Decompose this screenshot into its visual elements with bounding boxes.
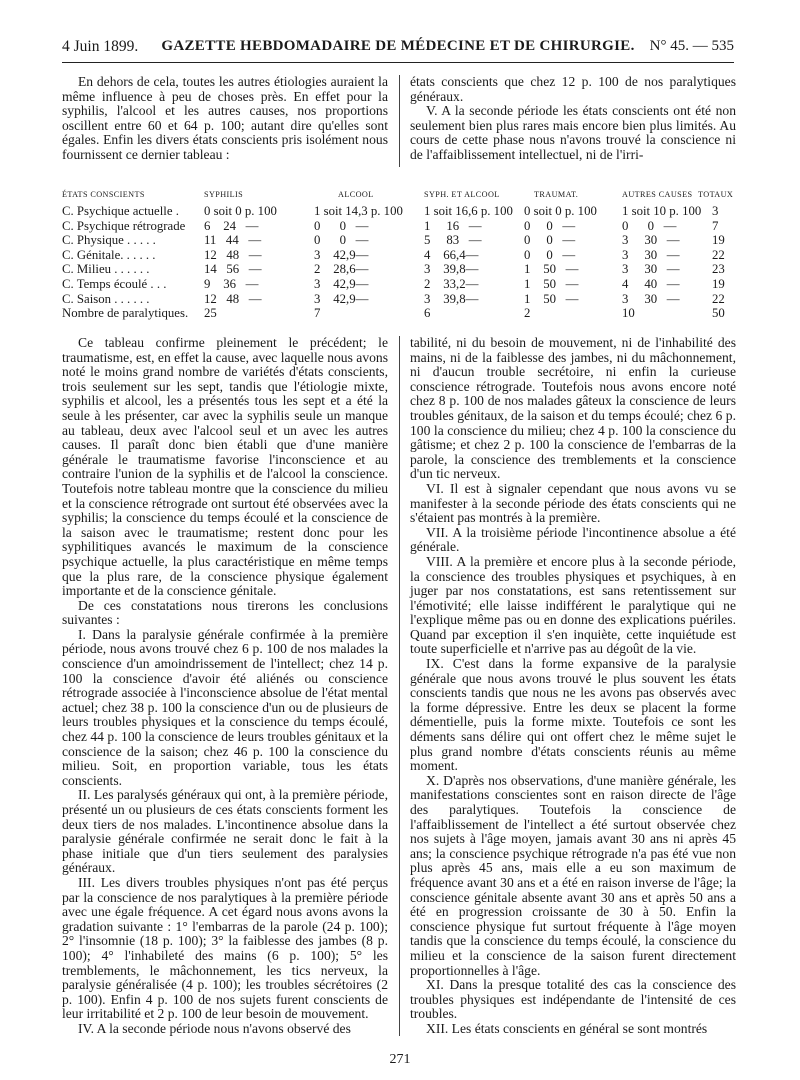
table-header-autres: AUTRES CAUSES	[622, 190, 693, 199]
table-header-syph-alcool: SYPH. ET ALCOOL	[424, 190, 500, 199]
table-cell-totaux: 50	[712, 306, 725, 321]
table-cell-traumat: 1 50 —	[524, 277, 579, 291]
table-row	[62, 204, 742, 218]
table-cell-totaux: 22	[712, 247, 725, 262]
table-cell-label: Nombre de paralytiques.	[62, 306, 189, 321]
table-cell-syph-alcool: 3 39,8—	[424, 291, 479, 306]
table-cell-traumat: 0 0 —	[524, 218, 576, 233]
left-paragraph: De ces constatations nous tirerons les conclusions suivantes :	[62, 597, 388, 628]
table-cell-autres: 3 30 —	[622, 233, 680, 248]
table-cell-autres: 3 30 —	[622, 262, 680, 277]
journal-title: GAZETTE HEBDOMADAIRE DE MÉDECINE ET DE CHIRURGIE.	[161, 38, 635, 54]
table-row	[62, 277, 742, 291]
table-cell-alcool: 3 42,9—	[314, 277, 369, 291]
table-cell-syphilis: 25	[204, 306, 217, 321]
table-cell-alcool: 0 0 —	[314, 218, 369, 233]
table-cell-alcool: 0 0 —	[314, 233, 369, 248]
table-cell-alcool: 2 28,6—	[314, 262, 369, 277]
table-cell-syphilis: 12 48 —	[204, 247, 262, 262]
intro-left-paragraph: En dehors de cela, toutes les autres étiologies auraient la même influence à peu de choses près. En effet pour la syphilis, l'alcool et les autres causes, nos proportions oscillent entre 60 et 64 p. 100; autant dire qu'elles sont égales. Enfin les divers états conscients pris isolément nous fournissent ce dernier tableau :	[62, 74, 388, 162]
table-cell-totaux: 23	[712, 262, 725, 277]
right-paragraph: VI. Il est à signaler cependant que nous avons vu se manifester à la seconde période des états conscients qui ne s'étaient pas montrés à la première.	[410, 480, 736, 526]
table-row	[62, 262, 742, 276]
column-divider-main	[399, 336, 400, 1036]
table-cell-syph-alcool: 1 soit 16,6 p. 100	[424, 204, 513, 218]
table-cell-label: C. Psychique actuelle .	[62, 204, 179, 218]
right-column	[410, 336, 736, 1037]
right-paragraph: VIII. A la première et encore plus à la seconde période, la conscience des troubles physiques et psychiques, à en juger par nos constatations, est sans retentissement sur l'émotivité; elle laisse indifférent le paralytique qui ne l'explique même pas ou en donne des explications puériles. Quand par exception il s'en inquiète, cette inquiétude est toute superficielle et n'arrive pas au dégoût de la vie.	[410, 553, 736, 657]
table-cell-traumat: 0 0 —	[524, 247, 576, 262]
table-header-traumat: TRAUMAT.	[534, 190, 579, 199]
table-row	[62, 306, 742, 320]
table-cell-traumat: 2	[524, 306, 531, 321]
intro-right-paragraph-2: V. A la seconde période les états conscients ont été non seulement bien plus rares mais encore bien plus limités. Au cours de cette phase nous n'avons trouvé la conscience ni de l'affaiblissement intellectuel, ni de l'irri-	[410, 103, 736, 162]
table-cell-autres: 1 soit 10 p. 100	[622, 204, 702, 218]
right-paragraph: XII. Les états conscients en général se sont montrés	[426, 1020, 708, 1036]
left-paragraph: III. Les divers troubles physiques n'ont pas été perçus par la conscience de nos paralytiques à la première période avec une égale fréquence. A cet égard nous avons avons la gradation suivante : 1° l'embarras de la parole (24 p. 100); 2° l'insomnie (18 p. 100); 3° la faiblesse des jambes (8 p. 100); 4° l'inhabileté des mains (6 p. 100); 5° les tremblements, le mâchonnement, les tics nerveux, la paralysie généralisée (4 p. 100); les troubles sécrétoires (2 p. 100). Enfin 4 p. 100 de nos sujets furent conscients de leur irritabilité et 2 p. 100 de leur besoin de mouvement.	[62, 874, 388, 1022]
table-cell-syphilis: 9 36 —	[204, 277, 259, 291]
table-cell-totaux: 22	[712, 291, 725, 306]
page-folio: 271	[389, 1052, 411, 1067]
table-cell-label: C. Génitale. . . . . .	[62, 247, 156, 262]
table-cell-autres: 3 30 —	[622, 291, 680, 306]
table-cell-alcool: 7	[314, 306, 321, 321]
table-cell-syphilis: 14 56 —	[204, 262, 262, 277]
left-paragraph: IV. A la seconde période nous n'avons observé des	[78, 1020, 351, 1036]
table-cell-traumat: 0 soit 0 p. 100	[524, 204, 597, 218]
intro-right-column	[410, 75, 736, 163]
issue-number: N° 45. — 535	[649, 38, 734, 54]
table-cell-totaux: 7	[712, 218, 719, 233]
intro-left-column	[62, 75, 388, 163]
table-cell-totaux: 19	[712, 233, 725, 248]
table-row	[62, 292, 742, 306]
table-cell-traumat: 1 50 —	[524, 262, 579, 277]
table-cell-autres: 3 30 —	[622, 247, 680, 262]
table-cell-label: C. Saison . . . . . .	[62, 291, 150, 306]
intro-right-paragraph-1: états conscients que chez 12 p. 100 de nos paralytiques généraux.	[410, 74, 736, 104]
right-paragraph: VII. A la troisième période l'incontinence absolue a été générale.	[410, 524, 736, 555]
right-paragraph: tabilité, ni du besoin de mouvement, ni de l'inhabilité des mains, ni de la faiblesse des jambes, ni du mâchonnement, ni d'aucun trouble secrétoire, ni enfin la curieuse conscience rétrograde. Toutefois nous avons encore noté chez 8 p. 100 de nos malades gâteux la conscience de leurs troubles génitaux, de la saison et du temps écoulé; chez 6 p. 100 la conscience du milieu; chez 4 p. 100 la conscience du gâtisme; et chez 2 p. 100 la conscience de l'embarras de la parole, la conscience des tremblements et la conscience d'un tic nerveux.	[410, 335, 736, 482]
table-cell-alcool: 3 42,9—	[314, 247, 369, 262]
table-cell-syph-alcool: 5 83 —	[424, 233, 482, 248]
table-row	[62, 248, 742, 262]
table-cell-traumat: 1 50 —	[524, 291, 579, 306]
table-header-etats: ÉTATS CONSCIENTS	[62, 190, 145, 199]
table-cell-syph-alcool: 2 33,2—	[424, 277, 479, 291]
table-cell-autres: 4 40 —	[622, 277, 680, 291]
table-header-totaux: TOTAUX	[698, 190, 734, 199]
header-rule	[62, 62, 734, 63]
right-paragraph: X. D'après nos observations, d'une manière générale, les manifestations conscientes sont en raison directe de l'âge des paralytiques. Toutefois la conscience de l'affaiblissement de l'intellect a été surtout observée chez nos sujets à l'âge moyen, jamais avant 30 ans ni après 45 ans; la conscience psychique rétrograde n'a pas été vue non plus après 45 ans, mais elle a eu son maximum de fréquence avant 30 ans et a été en raison inverse de l'âge; la conscience génitale absente avant 30 ans et après 50 ans a été en progression croissante de 30 à 50. Enfin la conscience physique fut surtout fréquente à l'âge moyen tandis que la conscience du temps écoulé, la conscience du milieu et la conscience de la saison furent directement proportionnelles à l'âge.	[410, 772, 736, 978]
table-cell-label: C. Psychique rétrograde	[62, 218, 186, 233]
table-cell-label: C. Temps écoulé . . .	[62, 277, 167, 291]
table-cell-autres: 0 0 —	[622, 218, 677, 233]
table-cell-syphilis: 12 48 —	[204, 291, 262, 306]
right-paragraph: IX. C'est dans la forme expansive de la paralysie générale que nous avons trouvé le plus souvent les états conscients tandis que nous ne les avons pas observés avec la forme dépressive. Entre les deux se placent la forme démentielle, puis la forme mixte. Toutefois ce sont les déments sans délire qui ont offert chez le même sujet le plus grand nombre d'états conscients réunis au même moment.	[410, 656, 736, 774]
table-cell-autres: 10	[622, 306, 635, 321]
table-cell-traumat: 0 0 —	[524, 233, 576, 248]
table-cell-syph-alcool: 6	[424, 306, 431, 321]
table-cell-syph-alcool: 4 66,4—	[424, 247, 479, 262]
running-header	[62, 36, 734, 60]
issue-date: 4 Juin 1899.	[62, 38, 139, 55]
table-row	[62, 219, 742, 233]
table-cell-syph-alcool: 1 16 —	[424, 218, 482, 233]
table-cell-label: C. Milieu . . . . . .	[62, 262, 150, 277]
left-column	[62, 336, 388, 1037]
left-paragraph: I. Dans la paralysie générale confirmée à la première période, nous avons trouvé chez 6 p. 100 de nos malades la conscience d'un amoindrissement de l'intellect; chez 14 p. 100 la conscience d'avoir été aliénés ou conscience rétrograde associée à l'inconscience absolue de l'état mental actuel; chez 38 p. 100 la conscience d'un ou de plusieurs de leurs troubles physiques et la conscience du temps écoulé, chez 44 p. 100 la conscience de leurs troubles génitaux et la conscience de la saison; chez 46 p. 100 la conscience du milieu. Soit, en proportion variable, tous les états conscients.	[62, 626, 388, 788]
table-header-syphilis: SYPHILIS	[204, 190, 244, 199]
table-cell-syph-alcool: 3 39,8—	[424, 262, 479, 277]
table-cell-totaux: 19	[712, 277, 725, 291]
table-cell-alcool: 3 42,9—	[314, 291, 369, 306]
table-header-alcool: ALCOOL	[338, 190, 374, 199]
table-cell-syphilis: 11 44 —	[204, 233, 262, 248]
table-cell-label: C. Physique . . . . .	[62, 233, 156, 248]
table-cell-alcool: 1 soit 14,3 p. 100	[314, 204, 403, 218]
table-row	[62, 233, 742, 247]
table-cell-syphilis: 0 soit 0 p. 100	[204, 204, 277, 218]
left-paragraph: Ce tableau confirme pleinement le précédent; le traumatisme, est, en effet la cause, avec laquelle nous avons noté le moins grand nombre de variétés d'états conscients, trois seulement sur les sept, tandis que l'étiologie mixte, syphilis et alcool, les a présentés tous les sept et a été la seule à les présenter, car avec la syphilis seule un manque au tableau, deux avec l'alcool seul et un avec les autres causes. Il paraît donc bien établi que d'une manière générale le traumatisme favorise l'inconscience et au contraire l'union de la syphilis et de l'alcool la conscience. Toutefois notre tableau montre que la conscience du milieu et la conscience rétrograde ont surtout été observées avec la syphilis; la conscience du temps écoulé et la conscience de la saison avec le traumatisme; restent donc pour les syphilitiques avancés le maximum de la conscience psychique actuelle, la plus caractéristique en même temps que la plus rare, de la conscience physique également importante et de la conscience génitale.	[62, 335, 388, 599]
table-cell-syphilis: 6 24 —	[204, 218, 259, 233]
left-paragraph: II. Les paralysés généraux qui ont, à la première période, présenté un ou plusieurs de ces états conscients forment les deux tiers de nos malades. L'incontinence absolue dans la paralysie générale confirmée ne serait donc le fait à la phase initiale que d'un tiers seulement des paralysies généraux.	[62, 787, 388, 876]
right-paragraph: XI. Dans la presque totalité des cas la conscience des troubles physiques est indépendante de l'intensité de ces troubles.	[410, 977, 736, 1022]
column-divider-top	[399, 75, 400, 167]
table-cell-totaux: 3	[712, 204, 719, 218]
